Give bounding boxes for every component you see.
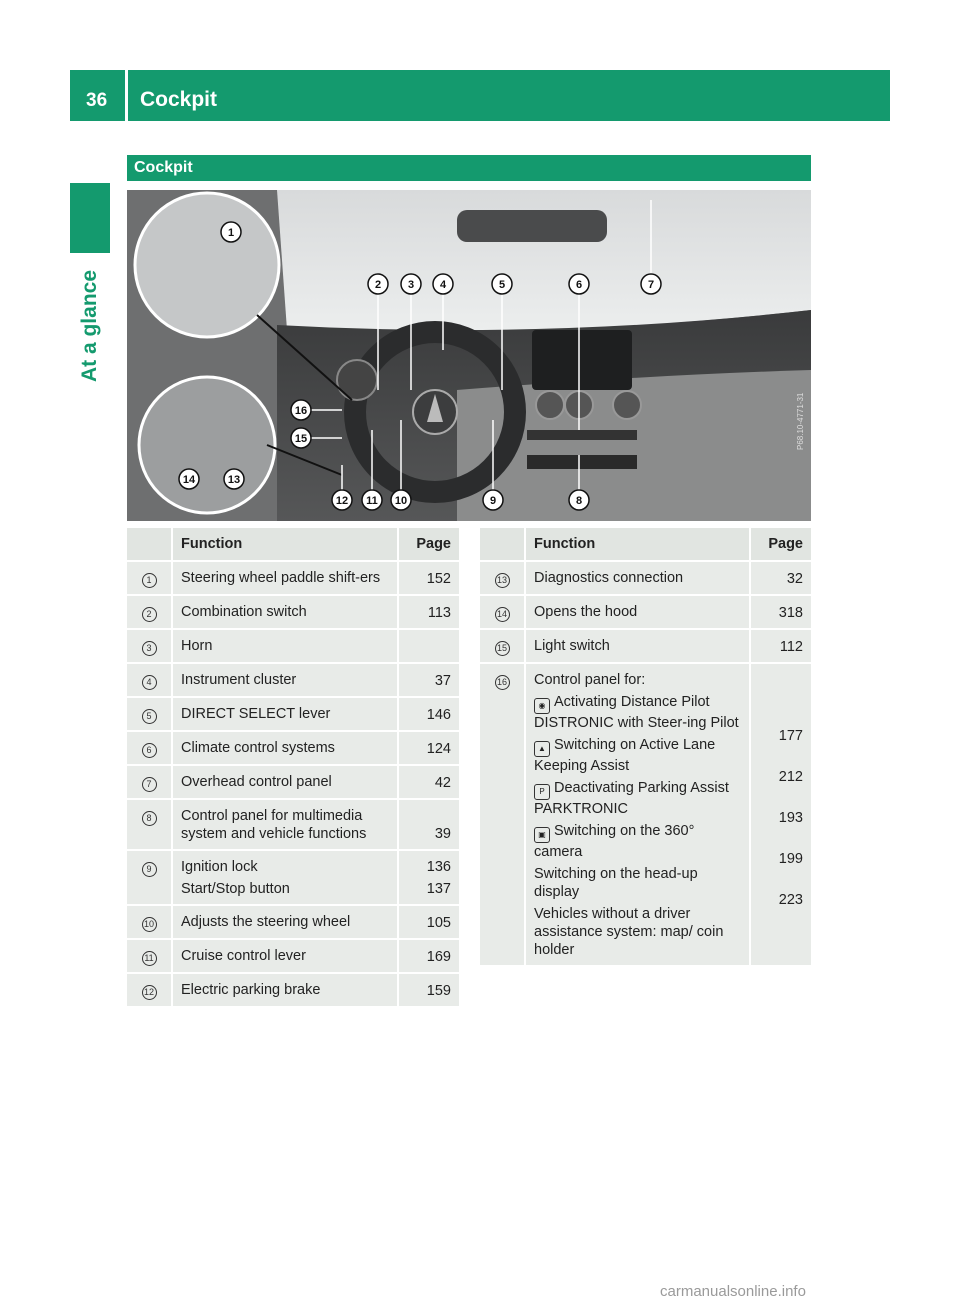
function-cell: Diagnostics connection — [526, 562, 749, 596]
right-function-table — [480, 528, 811, 967]
climate-panel — [527, 430, 637, 440]
table-row-control-panel — [480, 664, 811, 967]
svg-text:1: 1 — [227, 227, 235, 239]
page-cell: 37 — [397, 664, 459, 698]
parktronic-off-icon: P — [534, 784, 550, 800]
header-title: Cockpit — [140, 88, 218, 111]
function-cell: Electric parking brake — [173, 974, 397, 1008]
page-cell: 113 — [397, 596, 459, 630]
side-vent — [337, 360, 377, 400]
section-title-bar — [127, 155, 811, 181]
svg-text:11: 11 — [366, 495, 378, 507]
item-number: 12 — [142, 985, 157, 1000]
page-line: 212 — [778, 769, 803, 785]
control-item-text: Switching on the 360° camera — [534, 823, 695, 860]
header-number — [480, 528, 526, 562]
function-cell: DIRECT SELECT lever — [173, 698, 397, 732]
function-cell — [173, 851, 397, 906]
control-item-text: Switching on Active Lane Keeping Assist — [534, 737, 716, 774]
table-row — [127, 732, 459, 766]
callout-14 — [179, 469, 199, 489]
svg-text:15: 15 — [294, 433, 308, 445]
table-row — [127, 698, 459, 732]
control-panel-item — [534, 779, 741, 818]
item-number: 14 — [495, 607, 510, 622]
svg-text:3: 3 — [407, 279, 415, 291]
distance-pilot-icon: ◉ — [534, 698, 550, 714]
media-display — [532, 330, 632, 390]
page-line: 136 — [426, 859, 451, 875]
header-page: Page — [749, 528, 811, 562]
function-cell: Horn — [173, 630, 397, 664]
page-cell: 159 — [397, 974, 459, 1008]
table-row — [480, 562, 811, 596]
table-row — [127, 766, 459, 800]
item-number: 8 — [142, 811, 157, 826]
item-number: 1 — [142, 573, 157, 588]
callout-13 — [224, 469, 244, 489]
item-number: 2 — [142, 607, 157, 622]
svg-text:5: 5 — [498, 279, 506, 291]
page-cell: 124 — [397, 732, 459, 766]
function-cell: Combination switch — [173, 596, 397, 630]
table-row — [127, 630, 459, 664]
function-cell: Opens the hood — [526, 596, 749, 630]
item-number: 4 — [142, 675, 157, 690]
page-line: 199 — [778, 851, 803, 867]
table-row — [127, 800, 459, 851]
item-number: 7 — [142, 777, 157, 792]
page-line: 137 — [426, 881, 451, 897]
table-row — [127, 596, 459, 630]
page-line: 177 — [778, 728, 803, 744]
item-number: 10 — [142, 917, 157, 932]
side-tab — [70, 256, 110, 396]
page-header — [70, 70, 890, 121]
table-row — [127, 906, 459, 940]
item-number: 5 — [142, 709, 157, 724]
multimedia-panel — [527, 455, 637, 469]
control-item-text: Deactivating Parking Assist PARKTRONIC — [534, 780, 729, 817]
table-header-row — [480, 528, 811, 562]
left-function-table — [127, 528, 459, 1008]
item-number: 15 — [495, 641, 510, 656]
function-cell: Steering wheel paddle shift-ers — [173, 562, 397, 596]
control-item-text: Activating Distance Pilot DISTRONIC with Steer-ing Pilot — [534, 694, 739, 731]
table-row — [127, 664, 459, 698]
header-page: Page — [397, 528, 459, 562]
function-line: Start/Stop button — [181, 881, 290, 897]
callout-1 — [221, 222, 241, 242]
section-title: Cockpit — [134, 159, 193, 176]
page-cell: 42 — [397, 766, 459, 800]
function-cell: Cruise control lever — [173, 940, 397, 974]
item-number: 6 — [142, 743, 157, 758]
page-cell — [397, 851, 459, 906]
svg-text:4: 4 — [439, 279, 447, 291]
air-vent-3 — [613, 391, 641, 419]
table-header-row — [127, 528, 459, 562]
item-number: 11 — [142, 951, 157, 966]
page-cell — [397, 630, 459, 664]
header-function: Function — [173, 528, 397, 562]
function-cell: Overhead control panel — [173, 766, 397, 800]
header-separator — [125, 70, 128, 121]
footer-watermark: carmanualsonline.info — [660, 1283, 806, 1300]
function-line: Ignition lock — [181, 859, 258, 875]
page-line: 193 — [778, 810, 803, 826]
side-tab-marker — [70, 183, 110, 253]
svg-text:7: 7 — [647, 279, 655, 291]
item-number: 13 — [495, 573, 510, 588]
lane-keeping-icon: ▲ — [534, 741, 550, 757]
image-watermark: P68.10-4771-31 — [796, 392, 805, 450]
control-panel-item — [534, 693, 741, 732]
svg-text:12: 12 — [335, 495, 349, 507]
svg-text:2: 2 — [374, 279, 382, 291]
zoom-inset-bottom — [139, 377, 275, 513]
control-panel-item — [534, 822, 741, 861]
camera-360-icon: ▣ — [534, 827, 550, 843]
function-cell — [526, 664, 749, 967]
cockpit-image — [127, 190, 811, 521]
table-row — [127, 851, 459, 906]
svg-text:6: 6 — [575, 279, 583, 291]
side-tab-label: At a glance — [78, 269, 102, 383]
page-cell: 318 — [749, 596, 811, 630]
page-cell: 112 — [749, 630, 811, 664]
svg-text:10: 10 — [394, 495, 408, 507]
function-cell: Light switch — [526, 630, 749, 664]
page-cell: 146 — [397, 698, 459, 732]
table-row — [480, 596, 811, 630]
air-vent-1 — [536, 391, 564, 419]
function-cell: Adjusts the steering wheel — [173, 906, 397, 940]
table-row — [127, 562, 459, 596]
page-cell: 105 — [397, 906, 459, 940]
function-cell: Control panel for multimedia system and vehicle functions — [173, 800, 397, 851]
control-panel-item — [534, 736, 741, 775]
svg-text:16: 16 — [294, 405, 308, 417]
table-row — [480, 630, 811, 664]
page-number: 36 — [86, 90, 108, 111]
item-number: 9 — [142, 862, 157, 877]
item-number: 3 — [142, 641, 157, 656]
page-cell: 169 — [397, 940, 459, 974]
svg-text:9: 9 — [489, 495, 497, 507]
page-cell: 152 — [397, 562, 459, 596]
page-line: 223 — [778, 892, 803, 908]
table-row — [127, 940, 459, 974]
svg-text:13: 13 — [227, 474, 241, 486]
control-panel-item: Switching on the head-up display — [534, 866, 698, 900]
control-panel-item: Vehicles without a driver assistance system: map/ coin holder — [534, 906, 724, 958]
item-number: 16 — [495, 675, 510, 690]
svg-text:8: 8 — [575, 495, 583, 507]
header-function: Function — [526, 528, 749, 562]
table-row — [127, 974, 459, 1008]
control-panel-intro: Control panel for: — [534, 672, 646, 688]
page-cell: 32 — [749, 562, 811, 596]
svg-text:14: 14 — [182, 474, 196, 486]
rearview-mirror — [457, 210, 607, 242]
page-cell: 39 — [397, 800, 459, 851]
function-cell: Instrument cluster — [173, 664, 397, 698]
page-cell — [749, 664, 811, 967]
header-number — [127, 528, 173, 562]
function-cell: Climate control systems — [173, 732, 397, 766]
